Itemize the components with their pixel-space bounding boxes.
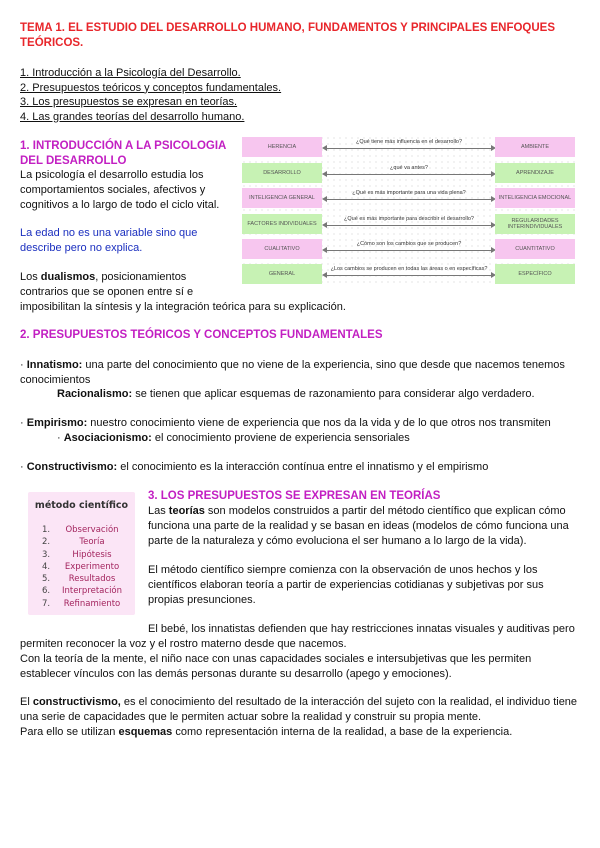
toc-item[interactable]: 3. Los presupuestos se expresan en teorías. (20, 96, 238, 108)
toc-item[interactable]: 2. Presupuestos teóricos y conceptos fundamentales. (20, 81, 282, 94)
dualism-row (241, 264, 578, 284)
metodo-paragraph: El método científico siempre comienza con la observación de unos hechos y los científicos elaboran teoría a partir de experiencias cotidianas y subjetivas por sus propias presunciones. (148, 564, 544, 606)
dualism-row (241, 137, 578, 157)
asociacionismo-item: · Asociacionismo: el conocimiento proviene de experiencia sensoriales (57, 432, 410, 444)
racionalismo-item: Racionalismo: se tienen que aplicar esquemas de razonamiento para considerar algo verdadero. (57, 388, 535, 400)
list-item: 4. Experimento (42, 561, 120, 572)
dualism-left: FACTORES INDIVIDUALES (242, 214, 322, 234)
dualism-left: GENERAL (242, 264, 322, 284)
dualism-row (241, 163, 578, 183)
section1-age-note: La edad no es una variable sino que describe pero no explica. (20, 227, 198, 254)
dualism-row (241, 214, 578, 234)
toc-item[interactable]: 1. Introducción a la Psicología del Desarrollo. (20, 67, 241, 79)
dualisms-diagram (241, 135, 578, 287)
dualism-row (241, 239, 578, 259)
dualism-right: APRENDIZAJE (495, 163, 575, 183)
dualism-row (241, 188, 578, 208)
dualism-right: AMBIENTE (495, 137, 575, 157)
double-arrow-icon (327, 275, 491, 276)
double-arrow-icon (327, 199, 491, 200)
section1-dualisms-text: Los dualismos, posicionamientos contrarios que se oponen entre sí e imposibilitan la síntesis y la integración teórica para su explicación. (20, 271, 346, 313)
bebe-paragraph: permiten reconocer la voz y el rostro materno desde que nacemos. Con la teoría de la mente, el niño nace con unas capacidades sociales e intersubjetivas que les permiten establecer vínculos con las demás personas durante su desarrollo (apego y emociones). (20, 638, 532, 680)
dualism-right: ESPECÍFICO (495, 264, 575, 284)
double-arrow-icon (327, 225, 491, 226)
double-arrow-icon (327, 148, 491, 149)
dualism-question: ¿Qué es más importante para describir el desarrollo? (344, 216, 474, 222)
dualism-right: REGULARIDADES INTERINDIVIDUALES (495, 214, 575, 234)
dualism-left: HERENCIA (242, 137, 322, 157)
dualism-right: CUANTITATIVO (495, 239, 575, 259)
dualism-question: ¿qué va antes? (390, 165, 428, 171)
dualism-question: ¿Los cambios se producen en todas las áreas o en específicas? (330, 266, 488, 272)
double-arrow-icon (327, 174, 491, 175)
list-item: 1. Observación (42, 525, 119, 535)
table-of-contents (20, 66, 281, 124)
constructivismo-paragraph: El constructivismo, es el conocimiento del resultado de la interacción del sujeto con la realidad, el individuo tiene una serie de capacidades que le permiten actuar sobre la realidad y construir su propia mente. Para ello se utilizan esquemas como representación interna de la realidad, a base de la experiencia. (20, 696, 578, 738)
list-item: 6. Interpretación (42, 586, 123, 597)
method-title: método científico (34, 500, 129, 511)
dualism-left: INTELIGENCIA GENERAL (242, 188, 322, 208)
list-item: 2. Teoría (42, 537, 105, 548)
dualism-right: INTELIGENCIA EMOCIONAL (495, 188, 575, 208)
section1-intro: La psicología el desarrollo estudia los comportamientos sociales, afectivos y cognitivos a lo largo de todo el ciclo vital. (20, 169, 220, 211)
constructivismo-item: · Constructivismo: el conocimiento es la interacción contínua entre el innatismo y el empirismo (20, 461, 489, 473)
dualism-question: ¿Qué es más importante para una vida plena? (352, 190, 466, 196)
document-title: TEMA 1. EL ESTUDIO DEL DESARROLLO HUMANO, FUNDAMENTOS Y PRINCIPALES ENFOQUES TEÓRICOS. (20, 22, 556, 49)
section2-heading: 2. PRESUPUESTOS TEÓRICOS Y CONCEPTOS FUNDAMENTALES (20, 329, 383, 341)
list-item: 7. Refinamiento (42, 598, 121, 609)
dualism-question: ¿Qué tiene más influencia en el desarrollo? (355, 139, 463, 145)
list-item: 5. Resultados (42, 574, 116, 585)
dualism-left: DESARROLLO (242, 163, 322, 183)
dualism-left: CUALITATIVO (242, 239, 322, 259)
bebe-first-line: El bebé, los innatistas defienden que hay restricciones innatas visuales y auditivas pero (148, 623, 575, 635)
method-steps (42, 525, 132, 611)
toc-item[interactable]: 4. Las grandes teorías del desarrollo humano. (20, 110, 245, 123)
teorias-paragraph: Las teorías son modelos construidos a partir del método científico que explican cómo funciona una parte de la realidad y se basan en ideas (modelos de cómo funciona una parte de la naturaleza y cómo evoluciona el ser humano a lo largo de la vida). (148, 505, 569, 547)
list-item: 3. Hipótesis (42, 549, 112, 560)
section1-heading: 1. INTRODUCCIÓN A LA PSICOLOGIA DEL DESARROLLO (20, 140, 227, 167)
innatismo-item: · Innatismo: una parte del conocimiento que no viene de la experiencia, sino que desde que nacemos tenemos conocimientos (20, 359, 565, 386)
empirismo-item: · Empirismo: nuestro conocimiento viene de experiencia que nos da la vida y de lo que otros nos transmiten (20, 417, 551, 429)
scientific-method-card (28, 492, 135, 615)
double-arrow-icon (327, 250, 491, 251)
section3-heading: 3. LOS PRESUPUESTOS SE EXPRESAN EN TEORÍAS (148, 490, 441, 502)
dualism-question: ¿Cómo son los cambios que se producen? (356, 241, 462, 247)
